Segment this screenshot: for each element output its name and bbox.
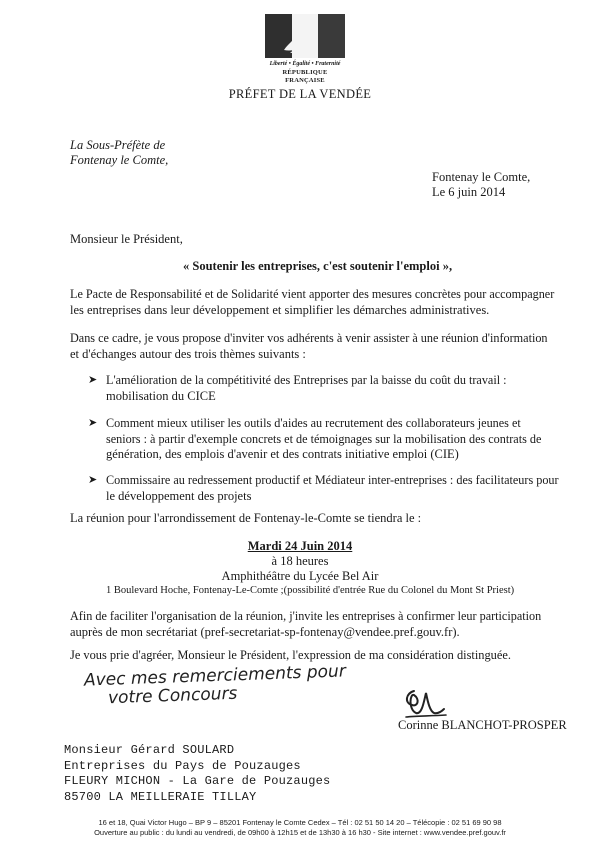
- date: Le 6 juin 2014: [432, 185, 506, 199]
- theme-1-line-2: mobilisation du CICE: [106, 388, 216, 403]
- footer-line-2: Ouverture au public : du lundi au vendredi, de 09h00 à 12h15 et de 13h30 à 16 h30 - Site internet : www.vendee.pref.gouv.fr: [94, 828, 506, 837]
- paragraph-2-line-2: et d'échanges autour des trois thèmes suivants :: [70, 346, 306, 361]
- theme-1-line-1: L'amélioration de la compétitivité des Entreprises par la baisse du coût du travail :: [106, 373, 507, 387]
- motto: Liberté • Égalité • Fraternité: [269, 61, 341, 67]
- handwritten-line-1: Avec mes remerciements pour: [83, 661, 347, 691]
- theme-2-line-2: seniors : à partir d'exemple concrets et de témoignages sur la mobilisation des contrats de: [106, 431, 542, 446]
- paragraph-1-line-1: Le Pacte de Responsabilité et de Solidarité vient apporter des mesures concrètes pour accompagner: [70, 287, 555, 301]
- footer-line-1: 16 et 18, Quai Victor Hugo – BP 9 – 85201 Fontenay le Comte Cedex – Tél : 02 51 50 14 20 – Télécopie : 02 51 69 90 98: [98, 818, 502, 827]
- arrow-bullet-icon: ➤: [88, 474, 98, 486]
- recipient-block: [64, 743, 330, 805]
- theme-3-line-1: Commissaire au redressement productif et Médiateur inter-entreprises : des facilitateurs pour: [106, 473, 559, 487]
- closing-formula: Je vous prie d'agréer, Monsieur le Président, l'expression de ma considération distinguée.: [70, 648, 511, 662]
- meeting-venue: Amphithéâtre du Lycée Bel Air: [221, 569, 379, 583]
- republique-francaise-logo: [262, 14, 348, 84]
- marianne-profile-icon: [280, 20, 318, 58]
- meeting-date: Mardi 24 Juin 2014: [247, 539, 353, 553]
- paragraph-2: [70, 331, 570, 362]
- theme-2-line-1: Comment mieux utiliser les outils d'aides au recrutement des collaborateurs jeunes et: [106, 416, 521, 430]
- meeting-time: à 18 heures: [271, 554, 329, 568]
- handwritten-line-2: votre Concours: [107, 683, 238, 709]
- salutation: Monsieur le Président,: [70, 232, 183, 246]
- handwritten-signature-icon: [400, 683, 450, 723]
- arrow-bullet-icon: ➤: [88, 374, 98, 386]
- closing-line-1: Afin de faciliter l'organisation de la réunion, j'invite les entreprises à confirmer leur participation: [70, 609, 542, 623]
- theme-3-line-2: le développement des projets: [106, 488, 252, 503]
- prefet-heading: PRÉFET DE LA VENDÉE: [228, 87, 372, 101]
- closing-line-2: auprès de mon secrétariat (pref-secretariat-sp-fontenay@vendee.pref.gouv.fr).: [70, 624, 460, 639]
- paragraph-1: [70, 287, 565, 318]
- paragraph-2-line-1: Dans ce cadre, je vous propose d'inviter vos adhérents à venir assister à une réunion d'information: [70, 331, 548, 345]
- recipient-line-4: 85700 LA MEILLERAIE TILLAY: [64, 789, 257, 804]
- recipient-line-1: Monsieur Gérard SOULARD: [64, 743, 235, 757]
- paragraph-1-line-2: les entreprises dans leur développement et simplifier les démarches administratives.: [70, 302, 490, 317]
- republic-name: RÉPUBLIQUE FRANÇAISE: [282, 69, 328, 84]
- sender-line-1: La Sous-Préfète de: [70, 138, 166, 152]
- sender-line-2: Fontenay le Comte,: [70, 153, 169, 167]
- signatory-name: Corinne BLANCHOT-PROSPER: [398, 718, 567, 732]
- arrow-bullet-icon: ➤: [88, 417, 98, 429]
- theme-2-line-3: génération, des emplois d'avenir et des contrats initiative emploi (CIE): [106, 447, 459, 461]
- letter-title: « Soutenir les entreprises, c'est soutenir l'emploi »,: [183, 259, 453, 273]
- meeting-address: 1 Boulevard Hoche, Fontenay-Le-Comte ;(possibilité d'entrée Rue du Colonel du Mont St Priest): [106, 585, 515, 596]
- closing-paragraph: [70, 609, 570, 640]
- place: Fontenay le Comte,: [432, 170, 531, 184]
- recipient-line-2: Entreprises du Pays de Pouzauges: [64, 758, 301, 773]
- meeting-intro: La réunion pour l'arrondissement de Fontenay-le-Comte se tiendra le :: [70, 511, 422, 525]
- recipient-line-3: FLEURY MICHON - La Gare de Pouzauges: [64, 774, 331, 788]
